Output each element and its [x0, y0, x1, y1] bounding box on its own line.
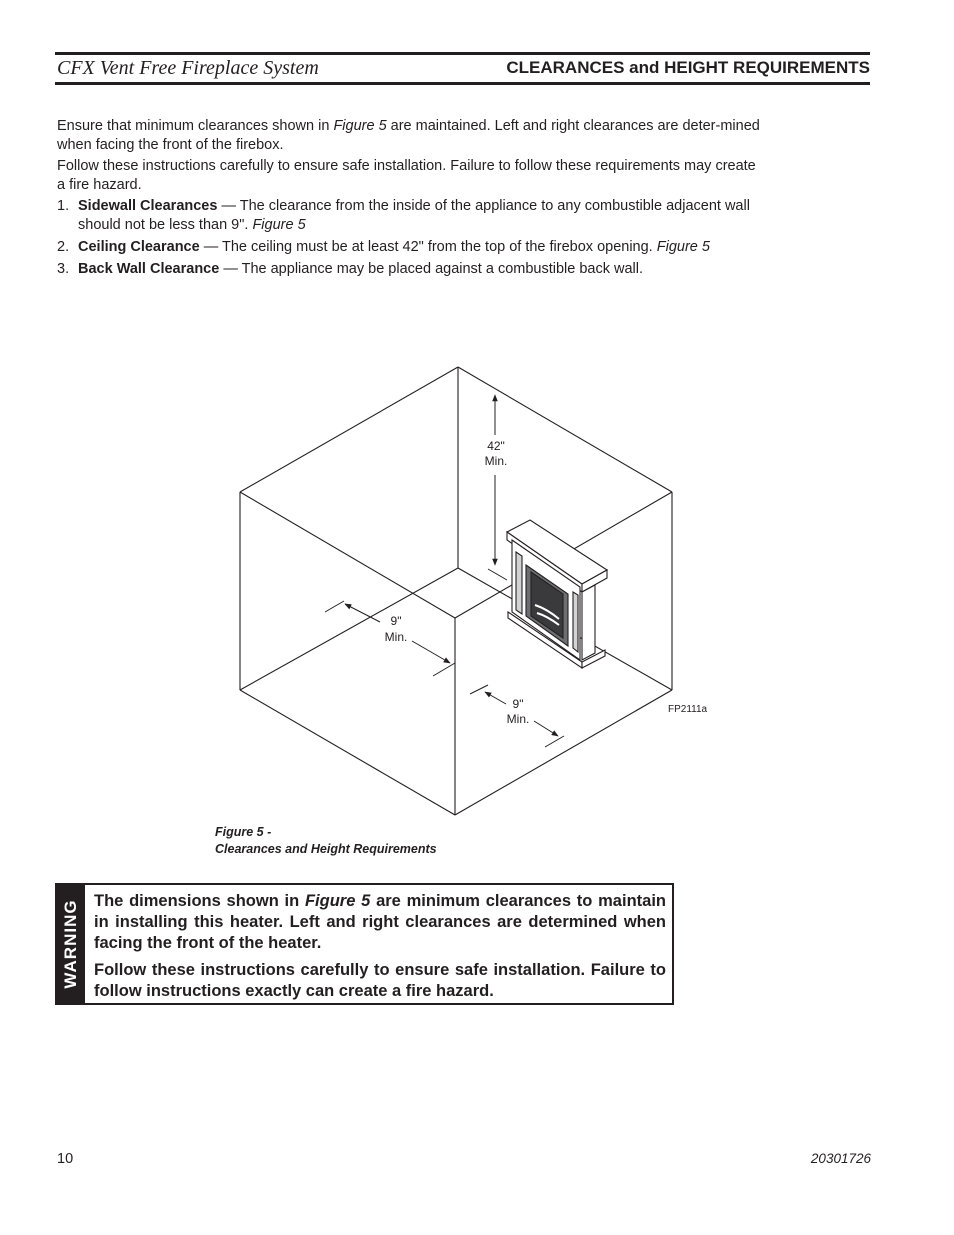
- document-number: 20301726: [810, 1151, 871, 1166]
- left-dim-value: 9": [390, 614, 402, 628]
- warning-paragraph-1: The dimensions shown in Figure 5 are minimum clearances to maintain in installing this heater. Left and right clearances are determined when facing the front of the heater.: [94, 892, 666, 952]
- figure-reference: Figure 5: [333, 118, 387, 134]
- room-box: [240, 367, 672, 815]
- ceiling-dim-unit: Min.: [484, 454, 508, 468]
- ceiling-dim-value: 42": [487, 439, 505, 453]
- list-item-sidewall: 1. Sidewall Clearances — The clearance from the inside of the appliance to any combustible adjacent wall should not be less than 9". Figure 5: [57, 198, 750, 233]
- list-item-back-wall: 3. Back Wall Clearance — The appliance may be placed against a combustible back wall.: [57, 261, 644, 277]
- fireplace-unit: [507, 520, 607, 668]
- warning-sidebar: [57, 885, 85, 1003]
- figure-code: FP2111a: [668, 704, 708, 715]
- section-title: CLEARANCES and HEIGHT REQUIREMENTS: [506, 58, 870, 77]
- figure-reference: Figure 5: [304, 892, 371, 910]
- figure-caption-title: Clearances and Height Requirements: [215, 842, 437, 856]
- left-dim-unit: Min.: [384, 630, 408, 644]
- figure-caption: [215, 824, 437, 858]
- header-rule-bottom: [55, 82, 870, 85]
- header-rule-top: [55, 52, 870, 55]
- warning-text: [94, 891, 666, 1008]
- figure-reference: Figure 5: [252, 217, 306, 233]
- clearance-diagram: [230, 360, 720, 825]
- ceiling-dimension: [488, 395, 507, 580]
- document-title: CFX Vent Free Fireplace System: [57, 57, 319, 79]
- list-item-ceiling: 2. Ceiling Clearance — The ceiling must be at least 42" from the top of the firebox opening. Figure 5: [57, 239, 710, 255]
- warning-box: [55, 883, 674, 1005]
- figure-caption-number: Figure 5 -: [215, 825, 272, 839]
- page-number: 10: [57, 1151, 74, 1167]
- intro-paragraph-1: Ensure that minimum clearances shown in Figure 5 are maintained. Left and right clearances are deter-mined when facing the front of the firebox.: [57, 118, 760, 153]
- requirements-list: [57, 197, 762, 279]
- right-dim-unit: Min.: [506, 712, 530, 726]
- warning-paragraph-2: Follow these instructions carefully to ensure safe installation. Failure to follow instructions exactly can create a fire hazard.: [94, 961, 666, 1000]
- instructions-body: [57, 117, 762, 282]
- right-dim-value: 9": [512, 697, 524, 711]
- figure-reference: Figure 5: [656, 239, 710, 255]
- warning-label: WARNING: [61, 899, 80, 989]
- intro-paragraph-2: Follow these instructions carefully to ensure safe installation. Failure to follow these requirements may create a fire hazard.: [57, 158, 756, 193]
